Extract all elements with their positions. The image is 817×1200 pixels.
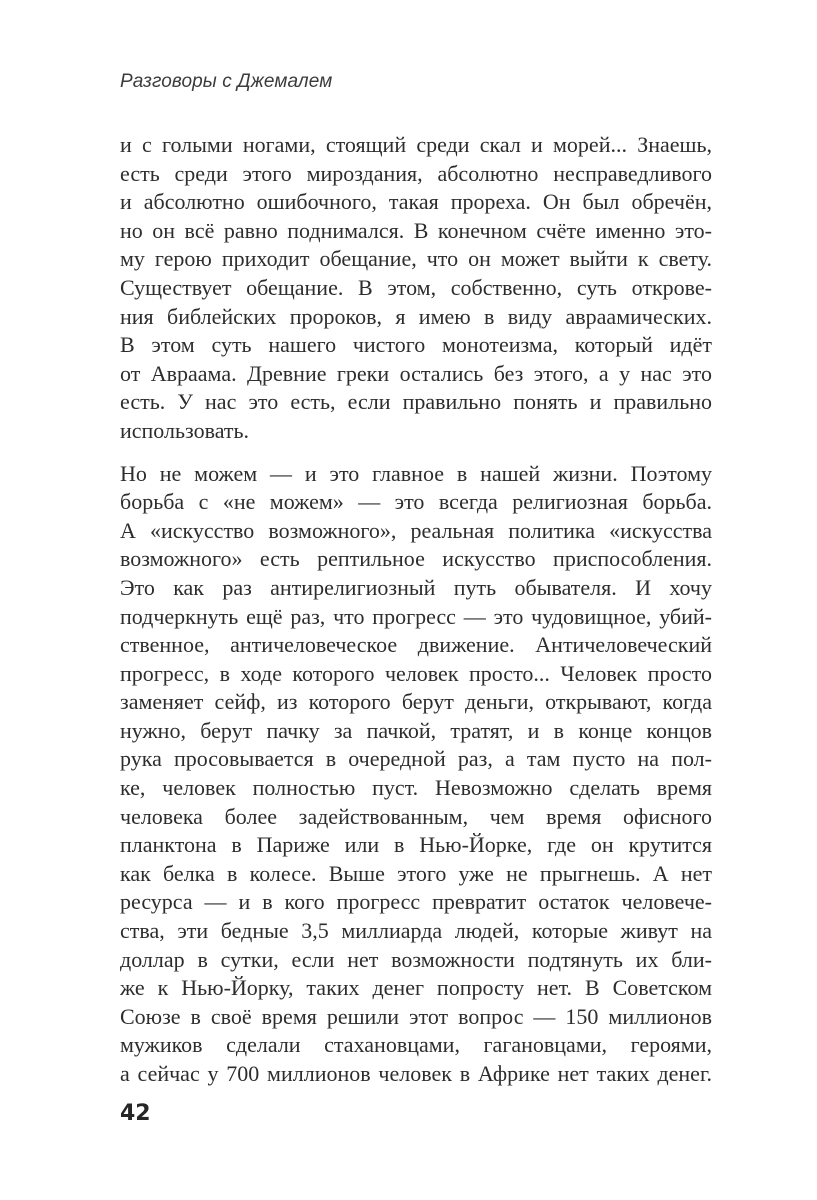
text-line: му герою приходит обещание, что он может выйти к свету. (120, 246, 712, 272)
text-line: ства, эти бедные 3,5 миллиарда людей, которые живут на (120, 918, 712, 944)
text-line: ственное, античеловеческое движение. Античеловеческий (120, 632, 712, 658)
text-line: Но не можем — и это главное в нашей жизни. Поэтому (120, 460, 712, 486)
text-line: есть среди этого мироздания, абсолютно несправедливого (120, 160, 712, 186)
text-line: рука просовывается в очередной раз, а там пусто на пол- (120, 746, 712, 772)
text-line: но он всё равно поднимался. В конечном счёте именно это- (120, 217, 712, 243)
text-line: подчеркнуть ещё раз, что прогресс — это чудовищное, убий- (120, 603, 712, 629)
text-line: планктона в Париже или в Нью-Йорке, где он крутится (120, 832, 712, 858)
text-line: мужиков сделали стахановцами, гагановцами, героями, (120, 1032, 712, 1058)
text-line: ния библейских пророков, я имею в виду авраамических. (120, 303, 712, 329)
text-line: заменяет сейф, из которого берут деньги, открывают, когда (120, 689, 712, 715)
text-line: Это как раз антирелигиозный путь обывателя. И хочу (120, 574, 712, 600)
text-line: Существует обещание. В этом, собственно, суть открове- (120, 274, 712, 300)
text-line: прогресс, в ходе которого человек просто... Человек просто (120, 660, 712, 686)
text-line: Союзе в своё время решили этот вопрос — 150 миллионов (120, 1003, 712, 1029)
body-text (120, 131, 712, 1089)
text-line: и абсолютно ошибочного, такая прореха. Он был обречён, (120, 189, 712, 215)
text-line: и с голыми ногами, стоящий среди скал и морей... Знаешь, (120, 132, 712, 157)
running-title: Разговоры с Джемалем (120, 71, 333, 92)
text-line: от Авраама. Древние греки остались без этого, а у нас это (120, 360, 712, 386)
text-line: есть. У нас это есть, если правильно понять и правильно (120, 389, 712, 415)
text-line: как белка в колесе. Выше этого уже не прыгнешь. А нет (120, 860, 712, 886)
text-line: же к Нью-Йорку, таких денег попросту нет. В Советском (120, 975, 712, 1001)
text-line: а сейчас у 700 миллионов человек в Африке нет таких денег. (120, 1061, 712, 1086)
paragraph (120, 131, 712, 446)
text-line: использовать. (120, 417, 250, 443)
text-line: ресурса — и в кого прогресс превратит остаток человече- (120, 889, 712, 915)
text-line: человека более задействованным, чем время офисного (120, 803, 712, 829)
text-line: В этом суть нашего чистого монотеизма, который идёт (120, 332, 712, 358)
text-line: возможного» есть рептильное искусство приспособления. (120, 546, 712, 572)
page-number: 42 (120, 1101, 151, 1126)
text-line: ке, человек полностью пуст. Невозможно сделать время (120, 775, 712, 801)
text-line: А «искусство возможного», реальная политика «искусства (120, 517, 712, 543)
text-line: борьба с «не можем» — это всегда религиозная борьба. (120, 489, 712, 515)
text-line: нужно, берут пачку за пачкой, тратят, и в конце концов (120, 717, 712, 743)
paragraph (120, 460, 712, 1089)
text-line: доллар в сутки, если нет возможности подтянуть их бли- (120, 946, 712, 972)
